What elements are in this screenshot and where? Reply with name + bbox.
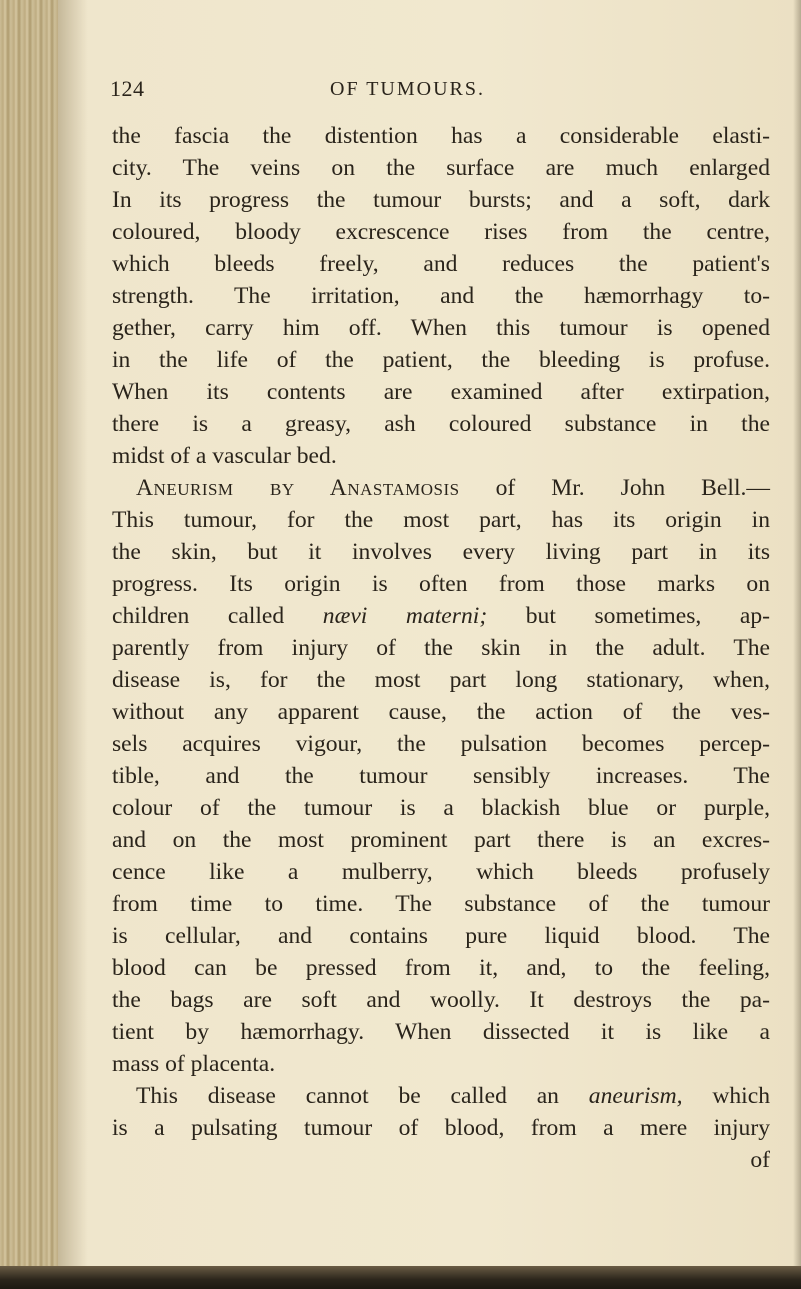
italic-term: nævi materni; [322,603,488,629]
page-header [110,76,770,104]
page-number: 124 [110,76,145,101]
text-line: tible, and the tumour sensibly increases. The [112,763,770,789]
text-line: blood can be pressed from it, and, to the feeling, [112,955,770,981]
section-heading-attribution: of Mr. John Bell.— [459,475,770,501]
text-line: colour of the tumour is a blackish blue or purple, [112,795,770,821]
text-line: the skin, but it involves every living part in its [112,539,770,565]
text-line: there is a greasy, ash coloured substance in the [112,411,770,437]
text-line: which bleeds freely, and reduces the patient's [112,251,770,277]
catchword: of [750,1147,770,1173]
text-line: is a pulsating tumour of blood, from a mere injury [112,1115,770,1141]
book-bottom-edge [0,1266,801,1289]
text-line: is cellular, and contains pure liquid blood. The [112,923,770,949]
text-line: tient by hæmorrhagy. When dissected it is like a [112,1019,770,1045]
text-line [112,1080,770,1112]
text-line: When its contents are examined after extirpation, [112,379,770,405]
text-line: midst of a vascular bed. [112,443,337,469]
text-line: gether, carry him off. When this tumour is opened [112,315,770,341]
page-right-edge [793,0,801,1289]
text-line: without any apparent cause, the action of the ves- [112,699,770,725]
text-line: disease is, for the most part long stationary, when, [112,667,770,693]
running-head: OF TUMOURS. [330,78,485,100]
gutter-shadow [58,0,88,1289]
book-binding-edge [0,0,58,1289]
text-span: children called [112,603,323,629]
text-line: strength. The irritation, and the hæmorrhagy to- [112,283,770,309]
text-line: city. The veins on the surface are much enlarged [112,155,770,181]
text-line: the bags are soft and woolly. It destroys the pa- [112,987,770,1013]
italic-term: aneurism, [588,1083,683,1109]
text-line: sels acquires vigour, the pulsation becomes percep- [112,731,770,757]
text-line: and on the most prominent part there is an excres- [112,827,770,853]
text-span: This disease cannot be called an [136,1083,589,1109]
section-heading-line [112,472,770,504]
text-line: mass of placenta. [112,1051,276,1077]
text-span: which [682,1083,771,1109]
text-line [112,600,770,632]
text-line: cence like a mulberry, which bleeds profusely [112,859,770,885]
text-span: but sometimes, ap- [487,603,770,629]
text-line: This tumour, for the most part, has its origin in [112,507,770,533]
text-line: in the life of the patient, the bleeding is profuse. [112,347,770,373]
text-line: from time to time. The substance of the tumour [112,891,770,917]
text-line: In its progress the tumour bursts; and a soft, dark [112,187,770,213]
body-text [112,120,770,1176]
text-line: coloured, bloody excrescence rises from the centre, [112,219,770,245]
text-line: the fascia the distention has a considerable elasti- [112,123,770,149]
text-line: progress. Its origin is often from those marks on [112,571,770,597]
text-line: parently from injury of the skin in the adult. The [112,635,770,661]
section-heading: Aneurism by Anastamosis [136,475,460,501]
